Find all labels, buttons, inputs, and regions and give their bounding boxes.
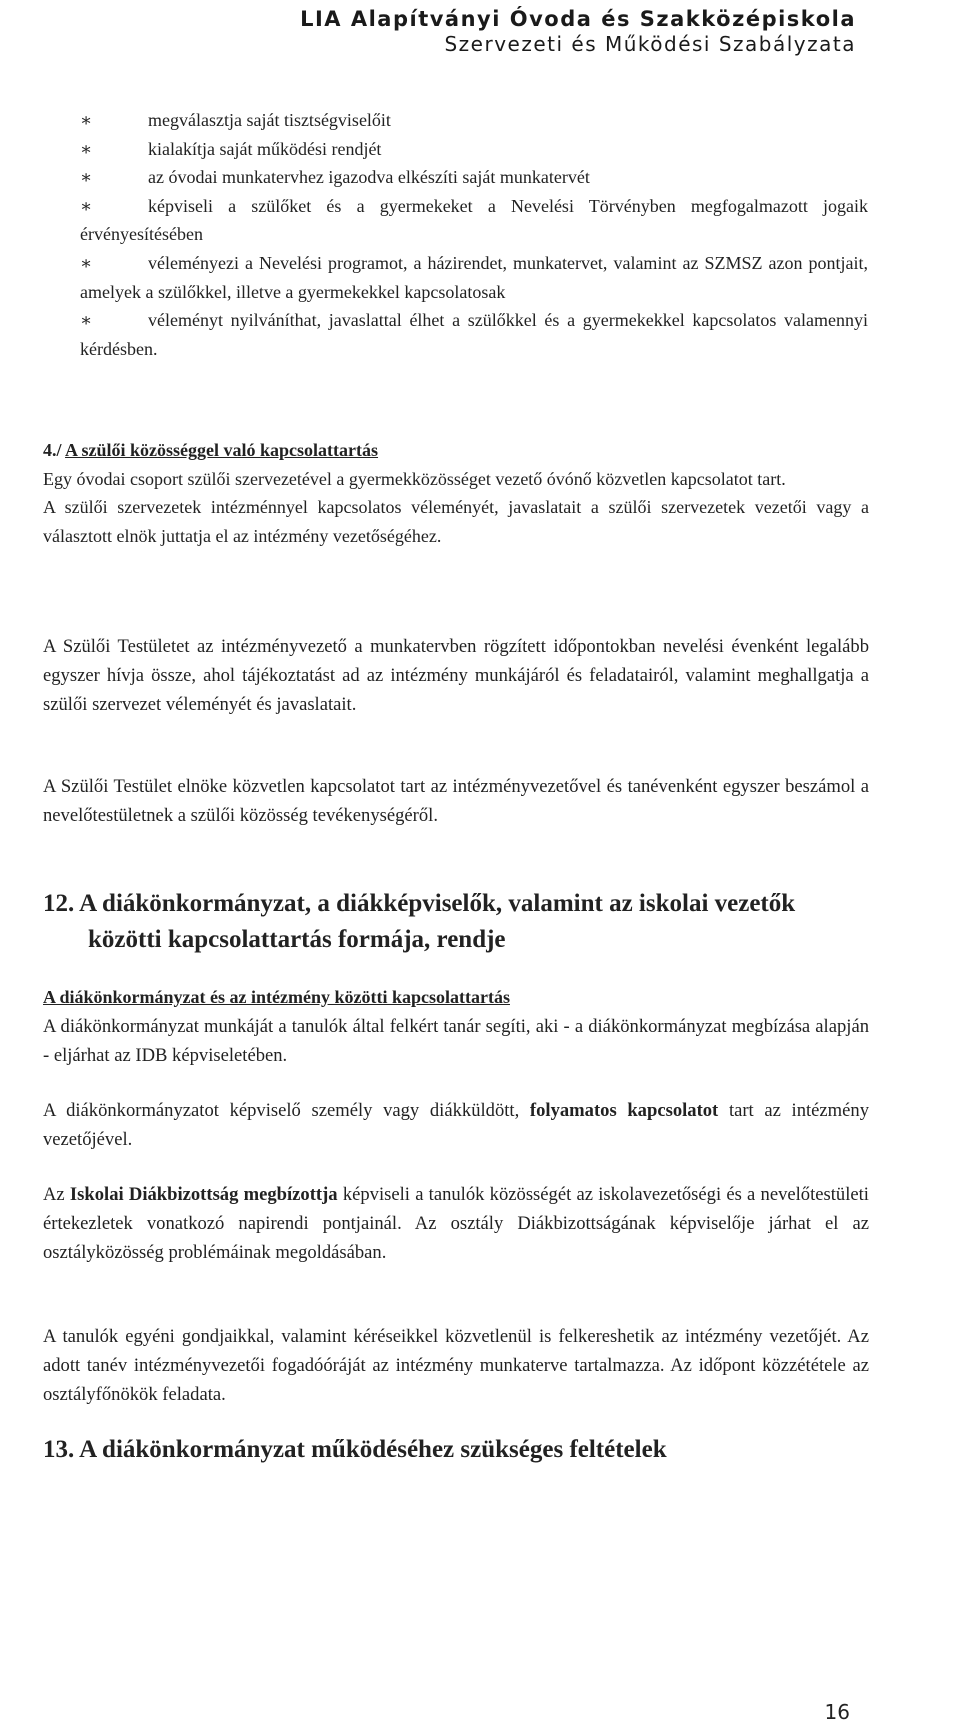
- paragraph: A Szülői Testületet az intézményvezető a munkatervben rögzített időpontokban nevelési évenként legalább egyszer hívja össze, ahol tájékoztatást ad az intézmény munkájáról és feladatairól, valamint meghallgatja a szülői szervezet véleményét és javaslatait.: [43, 636, 869, 715]
- bold-phrase: folyamatos kapcsolatot: [529, 1100, 719, 1121]
- paragraph: A Szülői Testület elnöke közvetlen kapcsolatot tart az intézményvezetővel és tanévenként egyszer beszámol a nevelőtestületnek a szülői közösség tevékenységéről.: [43, 776, 869, 826]
- header-document-title: Szervezeti és Működési Szabályzata: [444, 32, 856, 56]
- list-item: ∗ véleményezi a Nevelési programot, a házirendet, munkatervet, valamint az SZMSZ azon pontjait, amelyek a szülőkkel, illetve a gyermekekkel kapcsolatosak: [80, 249, 868, 306]
- section-4: [43, 436, 869, 550]
- section-12-paragraph-4: [43, 1322, 869, 1409]
- asterisk-bullet-icon: ∗: [80, 252, 93, 273]
- section-4-paragraph-4: [43, 772, 869, 830]
- paragraph: A tanulók egyéni gondjaikkal, valamint kéréseikkel közvetlenül is felkereshetik az intézmény vezetőjét. Az adott tanév intézményvezetői fogadóóráját az intézmény munkaterve tartalmazza. Az időpont közzététele az osztályfőnökök feladata.: [43, 1326, 869, 1405]
- asterisk-bullet-icon: ∗: [80, 167, 93, 188]
- paragraph: A diákönkormányzatot képviselő személy vagy diákküldött, folyamatos kapcsolatot tart az intézmény vezetőjével.: [43, 1100, 869, 1150]
- asterisk-bullet-icon: ∗: [80, 310, 93, 331]
- asterisk-bullet-icon: ∗: [80, 195, 93, 216]
- paragraph: A diákönkormányzat munkáját a tanulók által felkért tanár segíti, aki - a diákönkormányzat megbízása alapján - eljárhat az IDB képviseletében.: [43, 1015, 869, 1066]
- section-12-paragraph-2: [43, 1096, 869, 1154]
- section-4-paragraph-3: [43, 632, 869, 719]
- bold-phrase: Iskolai Diákbizottság megbízottja: [69, 1184, 338, 1205]
- section-12-paragraph-3: [43, 1180, 869, 1267]
- section-4-number: 4./: [43, 440, 62, 460]
- list-item: ∗ az óvodai munkatervhez igazodva elkészíti saját munkatervét: [80, 163, 868, 192]
- section-13-heading: [43, 1432, 923, 1468]
- list-item: ∗ kialakítja saját működési rendjét: [80, 135, 868, 164]
- asterisk-bullet-icon: ∗: [80, 110, 93, 130]
- section-12-subtitle: A diákönkormányzat és az intézmény közötti kapcsolattartás: [43, 987, 510, 1007]
- bullet-list: [80, 106, 868, 363]
- section-4-title: A szülői közösséggel való kapcsolattartás: [65, 440, 379, 460]
- page-number: 16: [824, 1700, 850, 1724]
- paragraph: Egy óvodai csoport szülői szervezetével a gyermekközösséget vezető óvónő közvetlen kapcsolatot tart.: [43, 468, 786, 489]
- document-header: [300, 6, 856, 56]
- section-13-heading-text: 13. A diákönkormányzat működéséhez szükséges feltételek: [43, 1436, 667, 1463]
- paragraph: Az Iskolai Diákbizottság megbízottja képviseli a tanulók közösségét az iskolavezetőségi és a nevelőtestületi értekezletek vonatkozó napirendi pontjainál. Az osztály Diákbizottságának képviselője járhat el az osztályközösség problémáinak megoldásában.: [43, 1184, 869, 1263]
- header-institution-name: LIA Alapítványi Óvoda és Szakközépiskola: [300, 7, 856, 31]
- section-12-heading: [0, 886, 900, 958]
- paragraph: A szülői szervezetek intézménnyel kapcsolatos véleményét, javaslatait a szülői szervezetek vezetői vagy a választott elnök juttatja el az intézmény vezetőségéhez.: [43, 497, 869, 546]
- section-12-heading-line1: 12. A diákönkormányzat, a diákképviselők, valamint az iskolai vezetők: [43, 890, 796, 917]
- list-item: ∗ véleményt nyilváníthat, javaslattal élhet a szülőkkel és a gyermekekkel kapcsolatos valamennyi kérdésben.: [80, 306, 868, 363]
- list-item: ∗ megválasztja saját tisztségviselőit: [80, 106, 868, 135]
- section-12-heading-line2: közötti kapcsolattartás formája, rendje: [88, 926, 506, 953]
- asterisk-bullet-icon: ∗: [80, 138, 93, 159]
- list-item: ∗ képviseli a szülőket és a gyermekeket a Nevelési Törvényben megfogalmazott jogaik érvényesítésében: [80, 192, 868, 249]
- section-4-heading: [43, 436, 869, 465]
- section-12-body: [43, 983, 869, 1070]
